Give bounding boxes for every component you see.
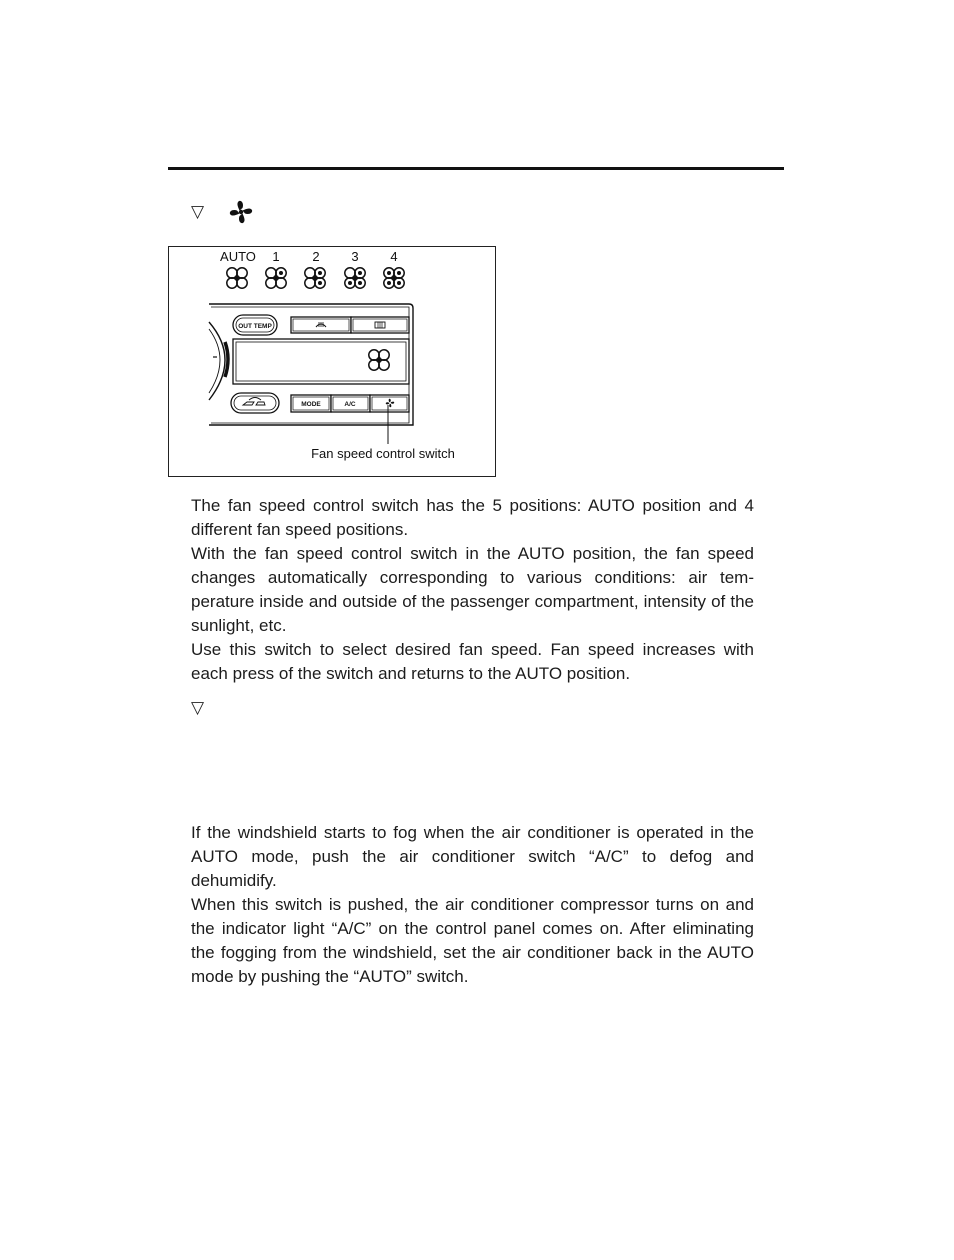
fan-icon <box>228 199 254 225</box>
section2-paragraph-2: When this switch is pushed, the air conditioner compressor turns on and the indicator light “A/C” on the control panel comes on. After eliminating the fogging from the windshield, set the air conditioner back in the AUTO mode by pushing the “AUTO” switch. <box>191 895 754 986</box>
fan-position-label: 4 <box>390 249 398 264</box>
ac-button-label: A/C <box>344 401 356 408</box>
section1-paragraph-2: With the fan speed control switch in the AUTO position, the fan speed changes automatically corresponding to various conditions: air tem-perature inside and outside of the passenger compartment, intensity of the sunlight, etc. <box>191 544 754 635</box>
fan-speed-1-icon <box>266 268 286 288</box>
fan-position-label: AUTO <box>220 249 256 264</box>
display-window <box>233 339 409 384</box>
section1-paragraph-3: Use this switch to select desired fan speed. Fan speed increases with each press of the switch and returns to the AUTO position. <box>191 640 754 683</box>
fan-speed-2-icon <box>305 268 325 288</box>
fan-auto-icon <box>227 268 247 288</box>
section1-paragraph-1: The fan speed control switch has the 5 positions: AUTO position and 4 different fan speed positions. <box>191 496 754 539</box>
mode-button-label: MODE <box>301 401 321 408</box>
fan-position-label: 2 <box>312 249 320 264</box>
fan-position-label: 1 <box>272 249 280 264</box>
fan-speed-control-switch[interactable] <box>370 395 409 412</box>
fan-speed-4-icon <box>384 268 404 288</box>
out-temp-button-label: OUT TEMP <box>238 323 272 330</box>
fan-position-label: 3 <box>351 249 359 264</box>
header-rule <box>168 167 784 170</box>
section-marker-triangle: ▽ <box>191 202 205 222</box>
control-panel-figure <box>168 246 496 477</box>
callout-label: Fan speed control switch <box>311 446 455 461</box>
section-marker-triangle: ▽ <box>191 698 205 718</box>
fan-speed-3-icon <box>345 268 365 288</box>
section2-paragraph-1: If the windshield starts to fog when the air conditioner is operated in the AUTO mode, push the air conditioner switch “A/C” to defog and dehumidify. <box>191 823 754 890</box>
